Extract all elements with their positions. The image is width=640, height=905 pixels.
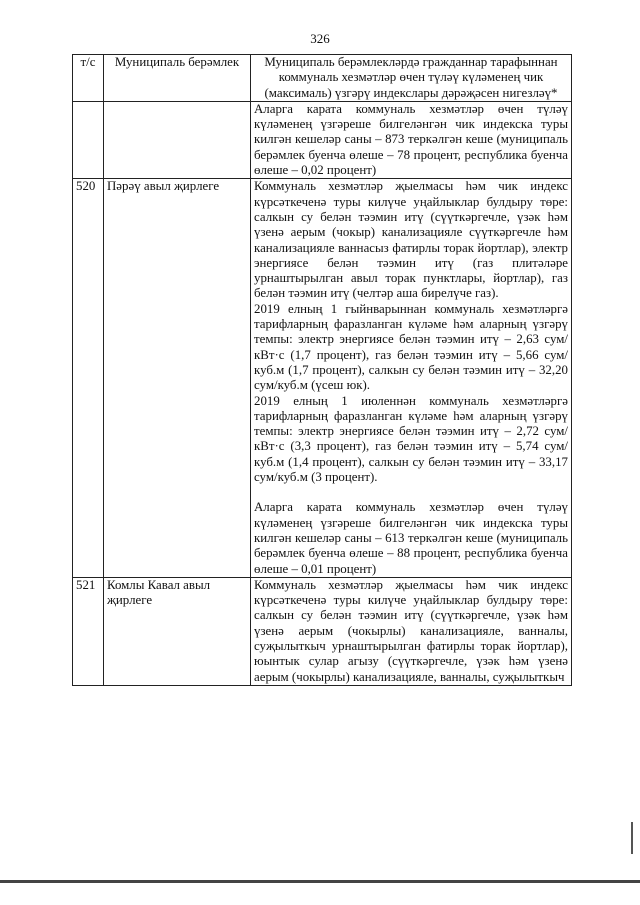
header-justification: Муниципаль берәмлекләрдә гражданнар тарафыннан коммуналь хезмәтләр өчен түләү күләменең чик (максималь) үзгәрү индекслары дәрәҗәсен нигезләү* xyxy=(251,55,572,102)
table-row xyxy=(73,101,572,178)
row-municipality: Комлы Кавал авыл җирлеге xyxy=(104,577,251,685)
row-number: 521 xyxy=(73,577,104,685)
row-description xyxy=(251,577,572,685)
paragraph: Коммуналь хезмәтләр җыелмасы һәм чик индекс күрсәткеченә туры килүче уңайлыклар булдыру төре: салкын су белән тәэмин итү (сүүткәргечле, үзәк һәм үзенә аерым (чокырлы) канализацияле, ванналы, суҗылыткыч урнаштырылган фатирлы торак йортлар), юынтык сулар агызу (сүүткәргечле, үзәк һәм үзенә аерым (чокырлы) канализацияле, ванналы, суҗылыткыч xyxy=(254,577,568,684)
scan-bottom-border xyxy=(0,880,640,883)
tariff-table xyxy=(72,54,572,686)
paragraph: 2019 елның 1 гыйнварыннан коммуналь хезмәтләргә тарифларның фаразланган күләме һәм аларның үзгәрү темпы: электр энергиясе белән тәэмин итү – 2,63 сум/кВт·с (1,7 процент), газ белән тәэмин итү – 5,66 сум/куб.м (1,7 процент), салкын су белән тәэмин итү – 32,20 сум/куб.м (үсеш юк). xyxy=(254,301,568,393)
paragraph: 2019 елның 1 июленнән коммуналь хезмәтләргә тарифларның фаразланган күләме һәм аларның үзгәрү темпы: электр энергиясе белән тәэмин итү – 2,72 сум/кВт·с (3,3 процент), газ белән тәэмин итү – 5,74 сум/куб.м (1,4 процент), салкын су белән тәэмин итү – 33,17 сум/куб.м (3 процент). xyxy=(254,393,568,485)
header-municipality: Муниципаль берәмлек xyxy=(104,55,251,102)
scan-edge-mark xyxy=(631,822,633,854)
row-number xyxy=(73,101,104,178)
paragraph: Аларга карата коммуналь хезмәтләр өчен түләү күләменең үзгәреше билгеләнгән чик индекска туры килгән кешеләр саны – 613 теркәлгән кеше (муниципаль берәмлек буенча өлеше – 88 процент, республика буенча өлеше – 0,01 процент) xyxy=(254,500,568,576)
header-number: т/с xyxy=(73,55,104,102)
row-municipality: Пәрәү авыл җирлеге xyxy=(104,179,251,577)
row-number: 520 xyxy=(73,179,104,577)
page-number: 326 xyxy=(310,31,330,46)
table-row xyxy=(73,577,572,685)
paragraph: Коммуналь хезмәтләр җыелмасы һәм чик индекс күрсәткеченә туры килүче уңайлыклар булдыру төре: салкын су белән тәэмин итү (сүүткәргечле, үзәк һәм үзенә аерым (чокыр) канализацияле сүүткәргечле һәм канализацияле ваннасыз фатирлы торак йортлар), электр энергиясе белән тәэмин итү (газ плитәләре урнаштырылган авыл торак пунктлары, йортлар), газ белән тәэмин итү (челтәр аша бирелүче газ). xyxy=(254,179,568,301)
paragraph-spacer xyxy=(254,485,568,500)
row-description xyxy=(251,101,572,178)
row-description xyxy=(251,179,572,577)
table-row xyxy=(73,179,572,577)
paragraph: Аларга карата коммуналь хезмәтләр өчен түләү күләменең үзгәреше билгеләнгән чик индекска туры килгән кешеләр саны – 873 теркәлгән кеше (муниципаль берәмлек буенча өлеше – 78 процент, республика буенча өлеше – 0,02 процент) xyxy=(254,101,568,178)
row-municipality xyxy=(104,101,251,178)
table-header-row xyxy=(73,55,572,102)
